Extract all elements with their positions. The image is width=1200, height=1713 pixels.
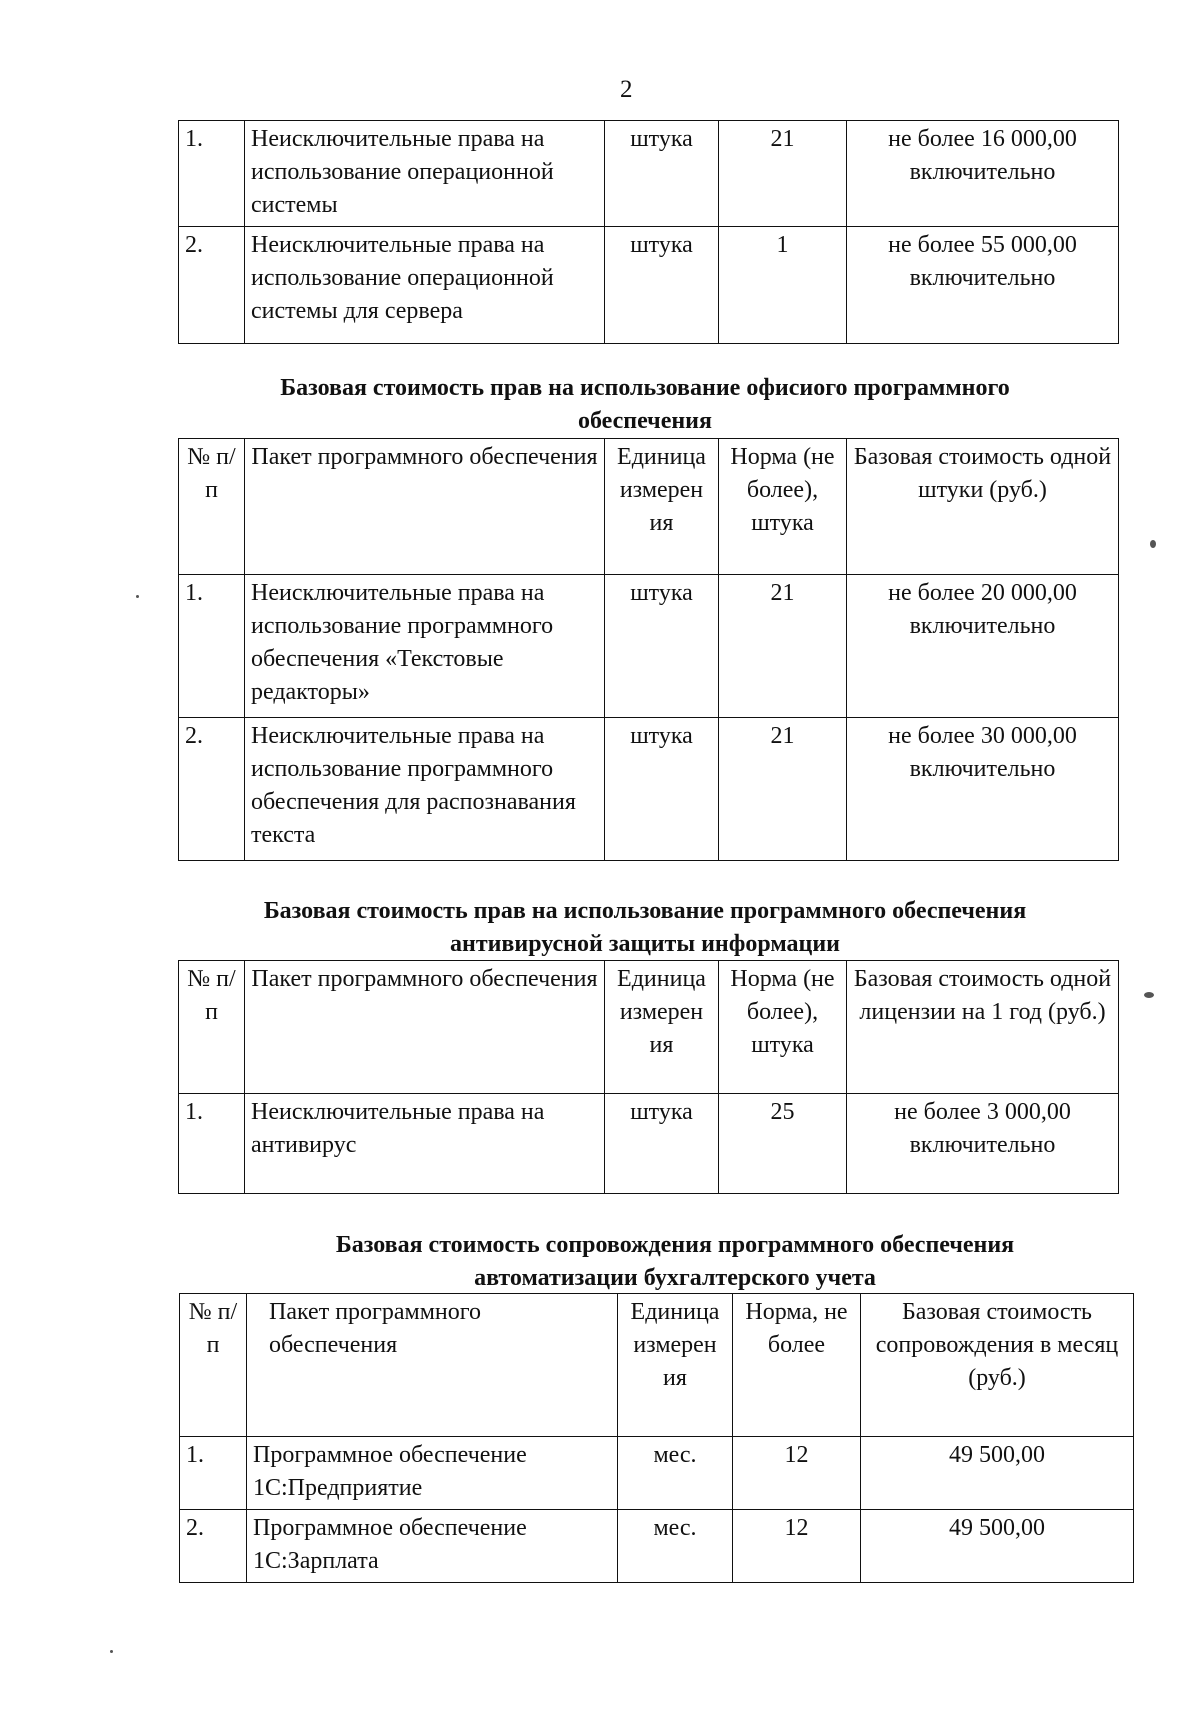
table-header-row (179, 439, 1119, 575)
row-norm: 25 (719, 1094, 847, 1194)
row-cost: не более 30 000,00 включительно (847, 718, 1119, 861)
header-unit: Единица измерен ия (605, 961, 719, 1094)
table-row (180, 1510, 1134, 1583)
scan-speck (1144, 992, 1154, 998)
row-number: 1. (179, 121, 245, 227)
header-package: Пакет программного обеспечения (245, 961, 605, 1094)
row-number: 1. (179, 575, 245, 718)
table-row (179, 1094, 1119, 1194)
row-unit: штука (605, 718, 719, 861)
row-unit: мес. (618, 1437, 733, 1510)
section-heading-office: Базовая стоимость прав на использование офисиого программного обеспечения (280, 375, 1010, 434)
table-header-row (179, 961, 1119, 1094)
row-number: 1. (180, 1437, 247, 1510)
row-unit: штука (605, 575, 719, 718)
header-number: № п/п (179, 439, 245, 575)
row-unit: штука (605, 121, 719, 227)
row-cost: не более 55 000,00 включительно (847, 227, 1119, 344)
row-norm: 12 (733, 1510, 861, 1583)
row-number: 1. (179, 1094, 245, 1194)
header-package: Пакет программного обеспечения (245, 439, 605, 575)
row-cost: не более 20 000,00 включительно (847, 575, 1119, 718)
row-norm: 12 (733, 1437, 861, 1510)
header-norm: Норма (не более), штука (719, 961, 847, 1094)
row-name: Программное обеспечение 1С:Предприятие (247, 1437, 618, 1510)
table-row (179, 121, 1119, 227)
header-norm: Норма (не более), штука (719, 439, 847, 575)
office-software-table (178, 438, 1119, 861)
os-rights-table (178, 120, 1119, 344)
row-number: 2. (179, 227, 245, 344)
header-cost: Базовая стоимость одной штуки (руб.) (847, 439, 1119, 575)
row-name: Неисключительные права на использование операционной системы для сервера (245, 227, 605, 344)
row-unit: штука (605, 227, 719, 344)
row-norm: 21 (719, 121, 847, 227)
accounting-support-table (179, 1293, 1134, 1583)
header-norm: Норма, не более (733, 1294, 861, 1437)
header-number: № п/п (180, 1294, 247, 1437)
header-cost: Базовая стоимость сопровождения в месяц (руб.) (861, 1294, 1134, 1437)
row-cost: не более 3 000,00 включительно (847, 1094, 1119, 1194)
row-name: Неисключительные права на антивирус (245, 1094, 605, 1194)
scan-speck (110, 1650, 113, 1653)
table-header-row (180, 1294, 1134, 1437)
row-cost: 49 500,00 (861, 1437, 1134, 1510)
table-row (180, 1437, 1134, 1510)
table-row (179, 575, 1119, 718)
antivirus-table (178, 960, 1119, 1194)
row-name: Неисключительные права на использование операционной системы (245, 121, 605, 227)
header-package: Пакет программного обеспечения (247, 1294, 618, 1437)
row-number: 2. (179, 718, 245, 861)
row-unit: штука (605, 1094, 719, 1194)
row-norm: 1 (719, 227, 847, 344)
section-heading-accounting: Базовая стоимость сопровождения программного обеспечения автоматизации бухгалтерского учета (335, 1232, 1015, 1291)
row-name: Неисключительные права на использование программного обеспечения «Текстовые редакторы» (245, 575, 605, 718)
row-name: Программное обеспечение 1С:Зарплата (247, 1510, 618, 1583)
row-norm: 21 (719, 718, 847, 861)
table-row (179, 718, 1119, 861)
header-unit: Единица измерен ия (605, 439, 719, 575)
scan-speck (136, 595, 139, 598)
scan-speck (1150, 540, 1156, 548)
header-number: № п/п (179, 961, 245, 1094)
row-cost: 49 500,00 (861, 1510, 1134, 1583)
row-number: 2. (180, 1510, 247, 1583)
row-name: Неисключительные права на использование программного обеспечения для распознавания текста (245, 718, 605, 861)
row-cost: не более 16 000,00 включительно (847, 121, 1119, 227)
header-cost: Базовая стоимость одной лицензии на 1 год (руб.) (847, 961, 1119, 1094)
table-row (179, 227, 1119, 344)
page-number: 2 (620, 76, 633, 103)
row-norm: 21 (719, 575, 847, 718)
row-unit: мес. (618, 1510, 733, 1583)
header-unit: Единица измерен ия (618, 1294, 733, 1437)
section-heading-antivirus: Базовая стоимость прав на использование программного обеспечения антивирусной защиты информации (263, 898, 1027, 957)
